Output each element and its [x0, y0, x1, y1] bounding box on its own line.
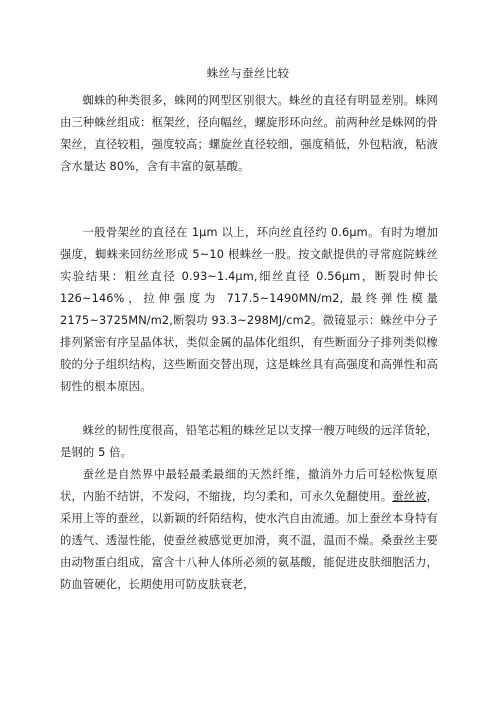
paragraph-spider-silk-toughness: 蛛丝的韧性度很高，铅笔芯粗的蛛丝足以支撑一艘万吨级的远洋货轮，是钢的 5 倍。	[60, 424, 438, 459]
paragraph-silkworm-silk	[60, 464, 438, 596]
paragraph-spider-types: 蜘蛛的种类很多，蛛网的网型区别很大。蛛丝的直径有明显差别。蛛网由三种蛛丝组成：框架丝，径向幅丝，螺旋形环向丝。前两种丝是蛛网的骨架丝，直径较粗，强度较高；螺旋丝直径较细，强度稍低，外包粘液，粘液含水量达 80%，含有丰富的氨基酸。	[60, 94, 438, 173]
silk-quilt-description: ，采用上等的蚕丝，以新颖的纤陌结构，使水汽自由流通。加上蚕丝本身特有的透气、透湿性能，使蚕丝被感觉更加滑，爽不温，温而不燥。桑蚕丝主要由动物蛋白组成，富含十八种人体所必须的氨基酸，能促进皮肤细胞活力，防血管硬化，长期使用可防皮肤衰老，	[60, 490, 439, 591]
silk-quilt-link[interactable]: 蚕丝被	[392, 490, 427, 503]
silk-intro-text: 蚕丝是自然界中最轻最柔最细的天然纤维，撤消外力后可轻松恢复原状，内胎不结饼，不发闷，不缩拢，均匀柔和，可永久免翻使用。	[60, 468, 438, 503]
document-title: 蛛丝与蚕丝比较	[206, 66, 290, 80]
paragraph-spider-silk-properties: 一般骨架丝的直径在 1μm 以上，环向丝直径约 0.6μm。有时为增加强度，蜘蛛来回纺丝形成 5~10 根蛛丝一股。按文献提供的寻常庭院蛛丝实验结果：粗丝直径 0.93~1.4μm,细丝直径 0.56μm，断裂时伸长 126~146%，拉伸强度为 717.5~1490MN/m2, 最终弹性模量 2175~3725MN/m2,断裂功 93.3~298MJ/cm2。微镜显示：蛛丝中分子排列紧密有序呈晶体状，类似金属的晶体化组织，有些断面分子排列类似橡胶的分子组织结构，这些断面交替出现，这是蛛丝具有高强度和高弹性和高韧性的根本原因。	[60, 226, 438, 393]
